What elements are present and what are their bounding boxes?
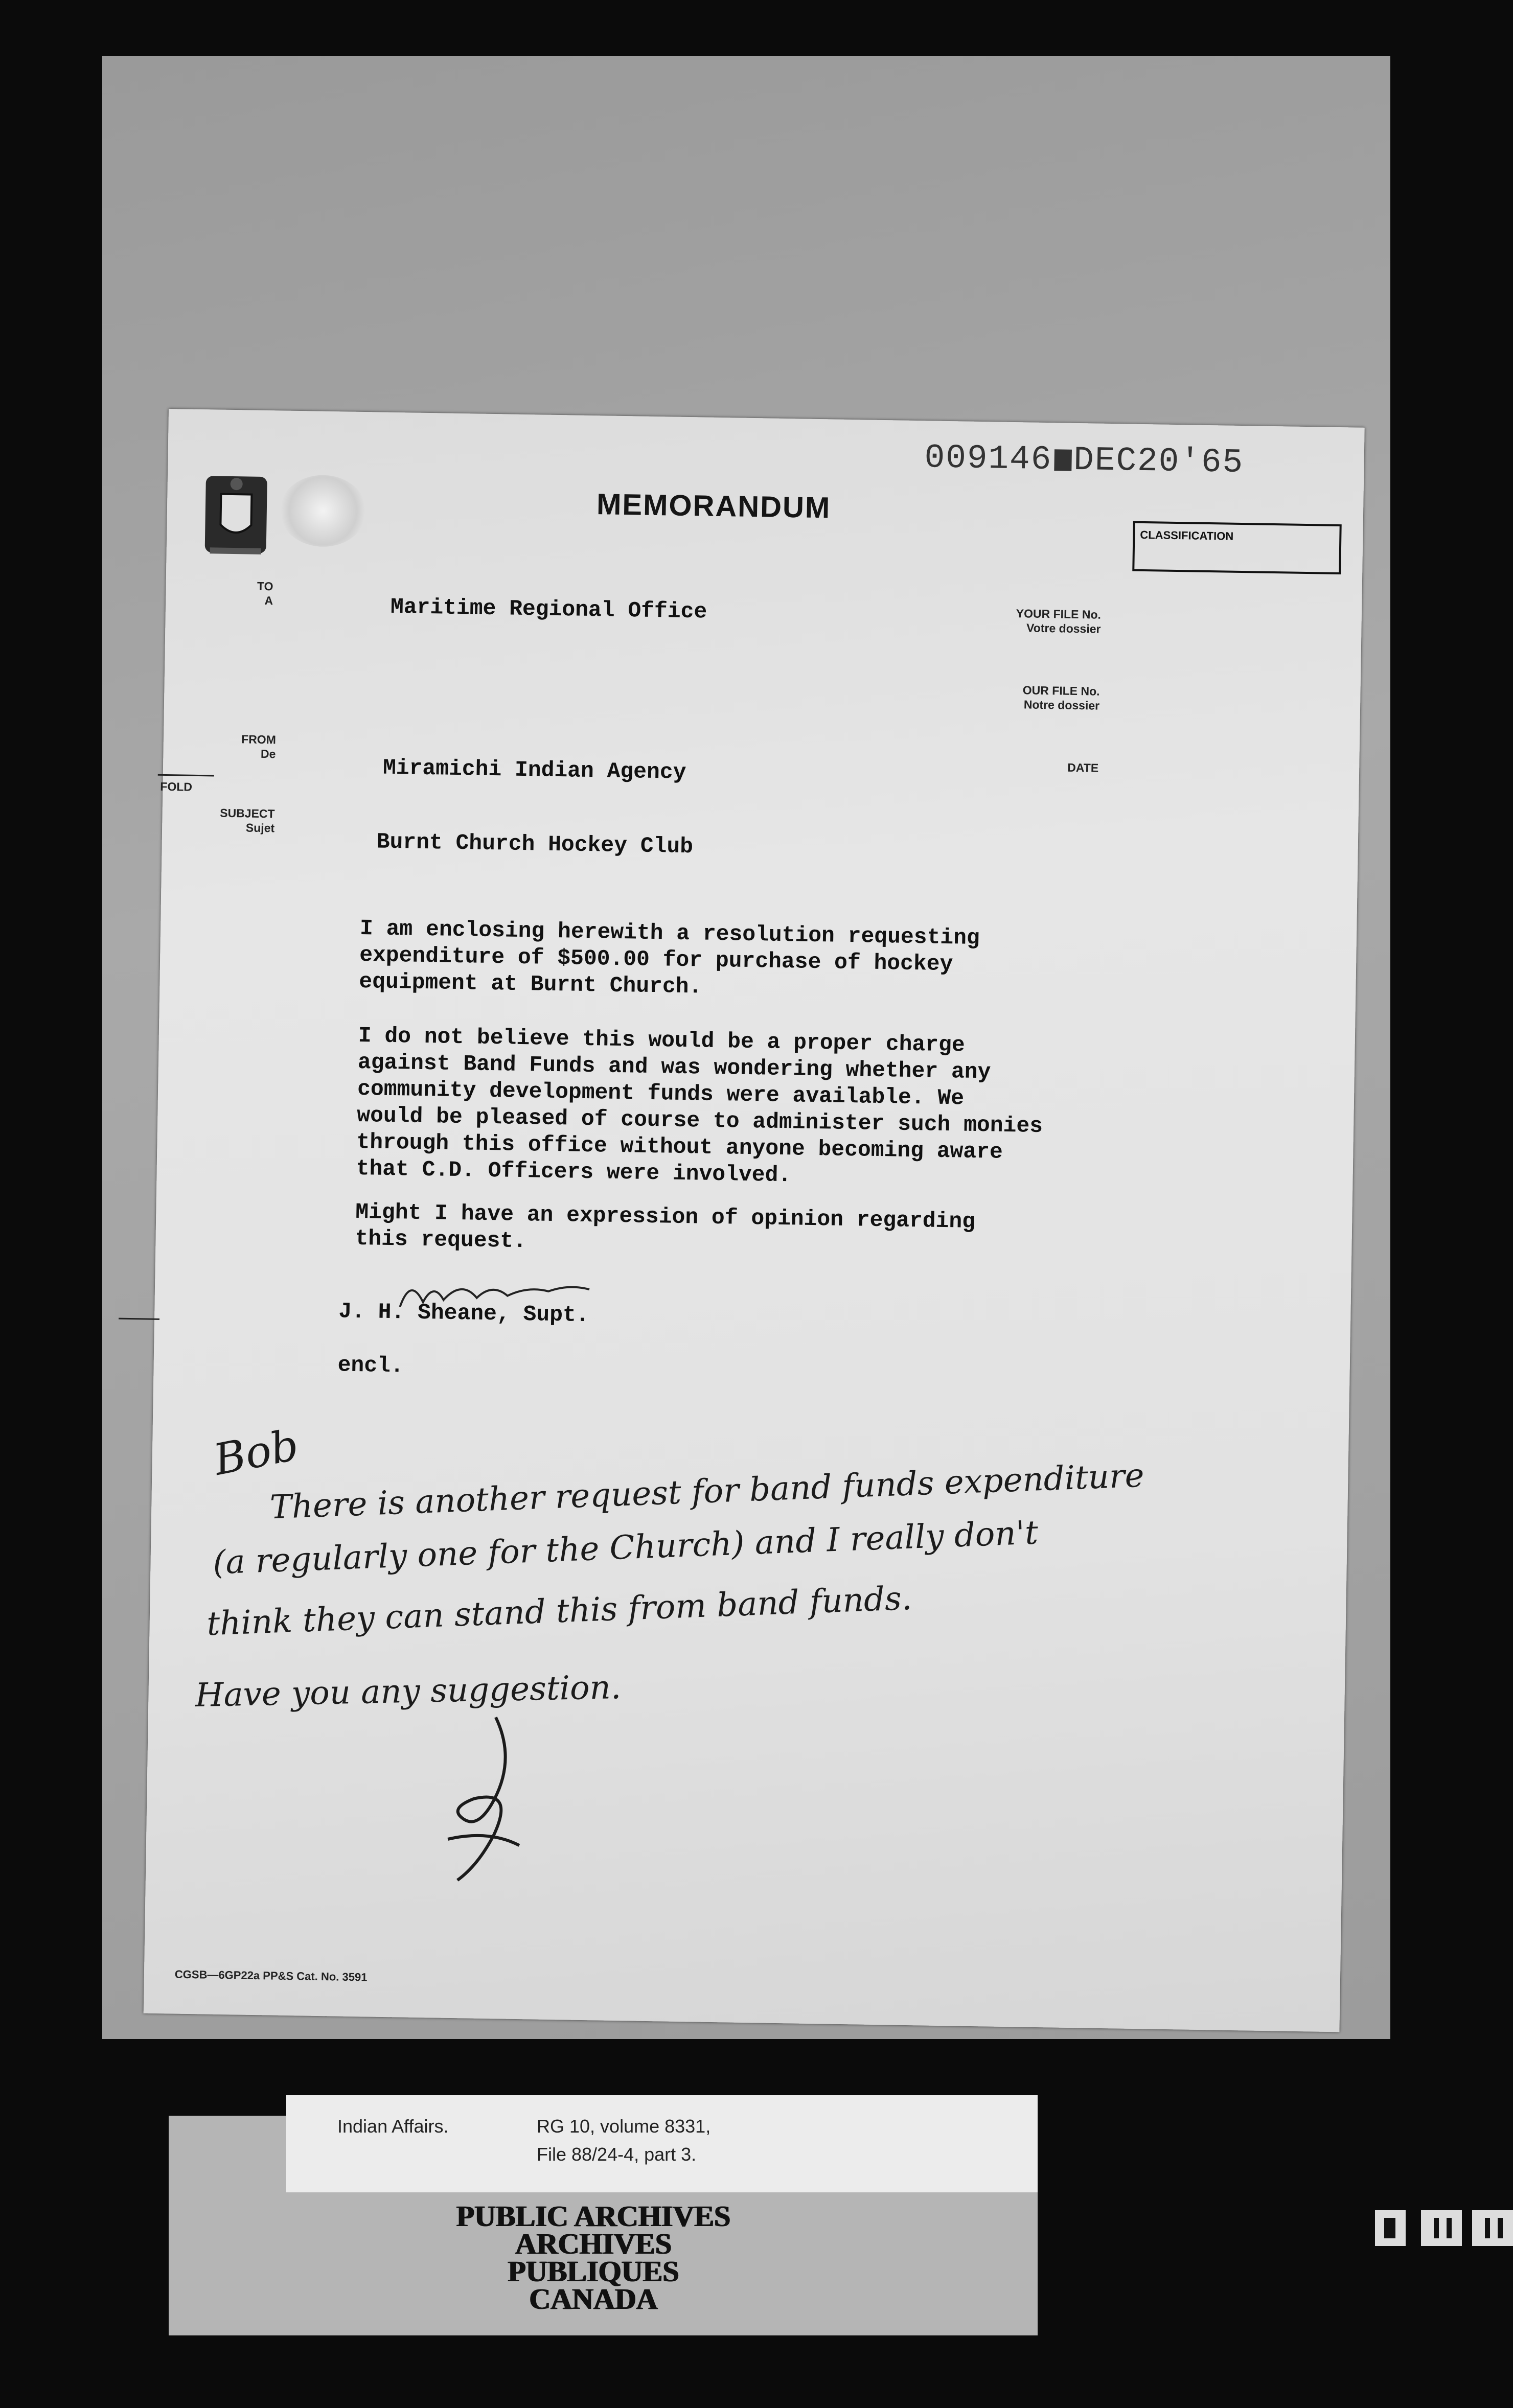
our-file-label-en: OUR FILE No.: [1022, 683, 1100, 698]
handwritten-line: Have you any suggestion.: [195, 1669, 622, 1715]
to-value: Maritime Regional Office: [390, 594, 707, 624]
classification-box: [1132, 521, 1341, 574]
department-label: Indian Affairs.: [337, 2116, 449, 2137]
paragraph-line: that C.D. Officers were involved.: [356, 1155, 792, 1188]
paragraph-line: would be pleased of course to administer such monies: [356, 1102, 1043, 1139]
stamp-separator: [1054, 449, 1072, 471]
stamp-number: 009146: [924, 438, 1052, 479]
subject-label: [213, 805, 275, 835]
fold-line: [158, 774, 214, 777]
paragraph-2: [356, 1023, 1044, 1193]
typed-signature: J. H. Sheane, Supt.: [338, 1299, 589, 1328]
handwritten-initials: [416, 1711, 542, 1897]
received-stamp: [924, 438, 1244, 482]
date-label: DATE: [1067, 760, 1099, 775]
to-label-en: TO: [257, 579, 273, 593]
our-file-label-fr: Notre dossier: [1023, 698, 1100, 712]
paragraph-1: [359, 915, 980, 1005]
archives-line: CANADA: [529, 2282, 657, 2316]
handwritten-line: There is another request for band funds expenditure: [269, 1456, 1145, 1527]
reference-line-2: File 88/24-4, part 3.: [537, 2144, 697, 2165]
your-file-label-en: YOUR FILE No.: [1016, 607, 1102, 621]
stain-mark: [279, 474, 367, 547]
memorandum-page: [144, 409, 1365, 2032]
subject-value: Burnt Church Hockey Club: [376, 829, 694, 860]
your-file-label-fr: Votre dossier: [1026, 621, 1101, 636]
paragraph-line: through this office without anyone becoming aware: [356, 1129, 1003, 1165]
from-value: Miramichi Indian Agency: [382, 755, 686, 785]
film-frame-marks: [1375, 2208, 1513, 2249]
handwritten-line: think they can stand this from band funds.: [206, 1579, 913, 1643]
to-label-fr: A: [264, 593, 273, 608]
paragraph-line: this request.: [355, 1225, 527, 1254]
form-code: CGSB—6GP22a PP&S Cat. No. 3591: [174, 1967, 368, 1984]
public-archives-stamp: [440, 2199, 746, 2316]
stamp-date: DEC20'65: [1073, 441, 1244, 482]
paragraph-line: equipment at Burnt Church.: [359, 968, 702, 1000]
our-file-label: [987, 682, 1100, 712]
from-label-en: FROM: [241, 732, 277, 747]
archives-line: ARCHIVES PUBLIQUES: [507, 2227, 679, 2288]
from-label: [224, 732, 276, 761]
paragraph-line: I do not believe this would be a proper charge: [358, 1023, 966, 1058]
fold-label: FOLD: [160, 779, 193, 794]
memo-title: MEMORANDUM: [596, 488, 831, 525]
handwritten-salutation: Bob: [210, 1419, 303, 1486]
paragraph-line: I am enclosing herewith a resolution requesting: [359, 916, 980, 951]
your-file-label: [988, 606, 1101, 636]
from-label-fr: De: [260, 747, 276, 761]
paragraph-line: community development funds were available. We: [357, 1076, 965, 1111]
paragraph-3: [355, 1199, 975, 1262]
paragraph-line: Might I have an expression of opinion regarding: [355, 1199, 976, 1234]
reference-line-1: RG 10, volume 8331,: [537, 2116, 711, 2137]
classification-label: CLASSIFICATION: [1140, 528, 1234, 543]
to-label: [242, 578, 273, 608]
archives-line: PUBLIC ARCHIVES: [455, 2199, 730, 2233]
archive-reference-card: [286, 2095, 1038, 2192]
paragraph-line: expenditure of $500.00 for purchase of hockey: [359, 942, 953, 977]
paragraph-line: against Band Funds and was wondering whether any: [357, 1049, 991, 1085]
coat-of-arms-icon: [197, 471, 275, 561]
handwritten-line: (a regularly one for the Church) and I really don't: [212, 1514, 1039, 1582]
subject-label-fr: Sujet: [245, 821, 275, 835]
subject-label-en: SUBJECT: [220, 806, 275, 821]
enclosure-note: encl.: [337, 1352, 404, 1379]
